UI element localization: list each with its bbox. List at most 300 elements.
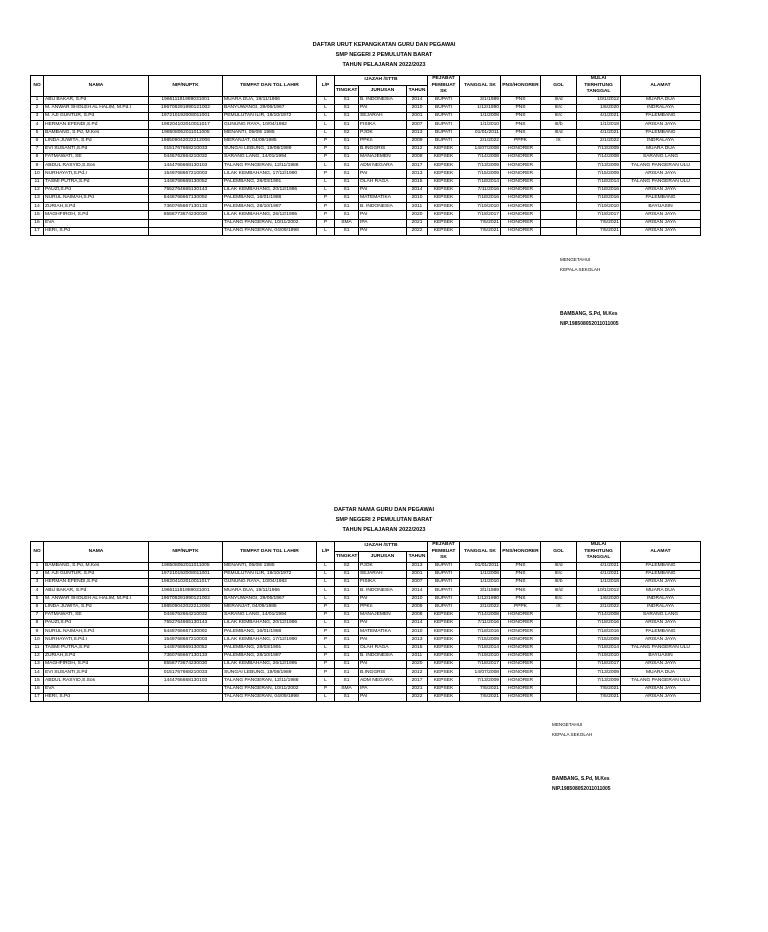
cell-tingkat: S1 — [335, 178, 359, 186]
cell-jurusan: PAI — [359, 186, 407, 194]
col-header-tanggal-sk: TANGGAL SK — [460, 542, 501, 563]
table-row — [31, 636, 701, 644]
page-2-title-line-1: DAFTAR NAMA GURU DAN PEGAWAI — [333, 507, 435, 513]
signature-name: BAMBANG, S.Pd, M.Kes — [552, 776, 610, 782]
cell-gol — [541, 685, 577, 693]
cell-tmt: 10/1/2012 — [577, 587, 621, 595]
cell-ttl: TALANG PANGERAN, 04/09/1998 — [223, 227, 317, 235]
cell-no: 16 — [31, 219, 44, 227]
cell-nama: NURUL NAIMAH,S.Pd — [44, 195, 149, 203]
cell-tahun: 2008 — [407, 611, 428, 619]
cell-nip: 7552764665130143 — [149, 186, 223, 194]
page-1-signature — [560, 255, 619, 329]
cell-ttl: TALANG PANGERAN, 10/11/2002 — [223, 685, 317, 693]
cell-tanggal-sk: 7/13/2009 — [460, 677, 501, 685]
cell-nip: 7360765667130133 — [149, 652, 223, 660]
cell-tmt: 4/1/2021 — [577, 129, 621, 137]
cell-alamat: ARISAN JAYA — [621, 211, 701, 219]
col-header-jurusan: JURUSAN — [359, 552, 407, 562]
cell-tahun: 2022 — [407, 227, 428, 235]
cell-tanggal-sk: 7/5/2021 — [460, 227, 501, 235]
cell-pns: HONORER — [501, 652, 541, 660]
table-row — [31, 121, 701, 129]
cell-alamat: ARISAN JAYA — [621, 227, 701, 235]
signature-mengetahui: MENGETAHUI — [552, 722, 583, 727]
page-1-staff-table — [30, 75, 701, 236]
table-row — [31, 203, 701, 211]
cell-pns: HONORER — [501, 145, 541, 153]
table-row — [31, 652, 701, 660]
cell-nip: 198204102010011017 — [149, 579, 223, 587]
cell-pejabat: KEPSEK — [428, 611, 460, 619]
cell-tahun: 2013 — [407, 129, 428, 137]
cell-nip: 0151767668210033 — [149, 669, 223, 677]
cell-gol — [541, 636, 577, 644]
table-row — [31, 227, 701, 235]
cell-tingkat: S1 — [335, 669, 359, 677]
cell-nip: 0446762664210032 — [149, 611, 223, 619]
cell-tahun: 2010 — [407, 104, 428, 112]
cell-gol — [541, 611, 577, 619]
cell-pejabat: BUPATI — [428, 587, 460, 595]
page-1-title — [0, 40, 768, 70]
cell-jurusan: ADM NEGARA — [359, 677, 407, 685]
cell-tmt: 7/13/2009 — [577, 669, 621, 677]
cell-no: 17 — [31, 693, 44, 701]
cell-tahun: 2014 — [407, 186, 428, 194]
cell-ttl: LILAK KEMBAHANG, 26/12/1995 — [223, 211, 317, 219]
table-row — [31, 595, 701, 603]
cell-lp: P — [317, 211, 335, 219]
cell-pns: HONORER — [501, 685, 541, 693]
col-header-ttl: TEMPAT DAN TGL LAHIR — [223, 76, 317, 97]
cell-no: 11 — [31, 644, 44, 652]
cell-jurusan: ADM NEGARA — [359, 162, 407, 170]
cell-tanggal-sk: 3/1/1989 — [460, 96, 501, 104]
cell-pns: HONORER — [501, 162, 541, 170]
cell-lp: L — [317, 570, 335, 578]
cell-jurusan: FISIKA — [359, 121, 407, 129]
cell-pns: HONORER — [501, 195, 541, 203]
cell-tmt: 7/14/2008 — [577, 611, 621, 619]
cell-nama: MAGHFIROH, S.Pd — [44, 211, 149, 219]
cell-tanggal-sk: 7/19/2010 — [460, 652, 501, 660]
cell-gol — [541, 162, 577, 170]
cell-jurusan: SEJARAH — [359, 570, 407, 578]
cell-tmt: 7/15/2009 — [577, 170, 621, 178]
cell-pejabat: KEPSEK — [428, 195, 460, 203]
cell-tmt: 7/19/2010 — [577, 203, 621, 211]
cell-nama: M. AJI GUNTUR, S.Pd — [44, 113, 149, 121]
cell-tingkat: S1 — [335, 579, 359, 587]
cell-tanggal-sk: 7/18/2014 — [460, 178, 501, 186]
cell-tmt: 7/18/2017 — [577, 661, 621, 669]
cell-lp: L — [317, 587, 335, 595]
cell-tmt: 1/1/2018 — [577, 121, 621, 129]
table-row — [31, 562, 701, 570]
cell-pns: PPPK — [501, 137, 541, 145]
cell-nama: TASMI PUTRA,S.Pd — [44, 178, 149, 186]
cell-pns: PNS — [501, 562, 541, 570]
table-row — [31, 219, 701, 227]
cell-tahun: 2007 — [407, 121, 428, 129]
cell-jurusan: B.INGGRIS — [359, 669, 407, 677]
cell-nip: 7552764665130143 — [149, 620, 223, 628]
cell-gol — [541, 170, 577, 178]
page-1-title-line-1: DAFTAR URUT KEPANGKATAN GURU DAN PEGAWAI — [312, 42, 456, 48]
cell-tanggal-sk: 7/5/2021 — [460, 685, 501, 693]
cell-ttl: TALANG PANGERAN, 12/11/1988 — [223, 677, 317, 685]
cell-ttl: TALANG PANGERAN, 04/09/1998 — [223, 693, 317, 701]
cell-pns: HONORER — [501, 644, 541, 652]
cell-alamat: INDRALAYA — [621, 137, 701, 145]
cell-jurusan: MATEMATIKA — [359, 195, 407, 203]
table-row — [31, 178, 701, 186]
cell-lp: P — [317, 652, 335, 660]
cell-pns: PNS — [501, 579, 541, 587]
cell-pns: PNS — [501, 104, 541, 112]
cell-tahun: 2008 — [407, 154, 428, 162]
cell-no: 2 — [31, 570, 44, 578]
cell-jurusan: PAI — [359, 595, 407, 603]
cell-alamat: TALANG PANGERAN ULU — [621, 178, 701, 186]
cell-tingkat: S2 — [335, 129, 359, 137]
cell-no: 7 — [31, 611, 44, 619]
cell-pns: HONORER — [501, 628, 541, 636]
cell-pns: PNS — [501, 595, 541, 603]
table-row — [31, 620, 701, 628]
cell-tmt: 7/13/2009 — [577, 677, 621, 685]
cell-tmt: 7/5/2021 — [577, 693, 621, 701]
cell-no: 4 — [31, 121, 44, 129]
cell-jurusan: PAI — [359, 636, 407, 644]
cell-lp: P — [317, 685, 335, 693]
cell-lp: P — [317, 137, 335, 145]
cell-lp: L — [317, 620, 335, 628]
cell-tmt: 7/18/2016 — [577, 628, 621, 636]
cell-ttl: TALANG PANGERAN, 10/11/2002 — [223, 219, 317, 227]
cell-no: 3 — [31, 579, 44, 587]
cell-tmt: 4/1/2021 — [577, 570, 621, 578]
cell-no: 5 — [31, 595, 44, 603]
cell-alamat: PALEMBANG — [621, 628, 701, 636]
signature-nip: NIP.198508052011011005 — [560, 321, 619, 327]
cell-nip: 8558773674230030 — [149, 661, 223, 669]
cell-nip: 196706291990121002 — [149, 595, 223, 603]
cell-jurusan: B. INDONESIA — [359, 587, 407, 595]
cell-nama: ABDUL RASYID,S.Sos — [44, 162, 149, 170]
cell-pns: PNS — [501, 113, 541, 121]
cell-tahun: 2012 — [407, 145, 428, 153]
cell-nip: 198508052011011005 — [149, 562, 223, 570]
cell-lp: P — [317, 170, 335, 178]
cell-pns: PNS — [501, 129, 541, 137]
cell-ttl: SUNGAI LEBUNG, 19/08/1989 — [223, 669, 317, 677]
cell-alamat: INDRALAYA — [621, 603, 701, 611]
cell-nip: 196611191989031001 — [149, 96, 223, 104]
cell-tanggal-sk: 1/1/2010 — [460, 121, 501, 129]
cell-tingkat: S1 — [335, 186, 359, 194]
cell-nama: NURHAYATI,S.Pd.I — [44, 170, 149, 178]
cell-nip: 0446762664210032 — [149, 154, 223, 162]
cell-ttl: SUNGAI LEBUNG, 19/08/1989 — [223, 145, 317, 153]
cell-tanggal-sk: 14/07/2008 — [460, 669, 501, 677]
cell-nama: EVA — [44, 219, 149, 227]
cell-tanggal-sk: 1/12/1990 — [460, 104, 501, 112]
cell-jurusan: MANAJEMEN — [359, 154, 407, 162]
col-header-nama: NAMA — [44, 542, 149, 563]
cell-no: 8 — [31, 154, 44, 162]
col-header-alamat: ALAMAT — [621, 542, 701, 563]
cell-no: 2 — [31, 104, 44, 112]
cell-no: 14 — [31, 203, 44, 211]
cell-nama: PAUZI,S.Pd — [44, 186, 149, 194]
cell-alamat: ARISAN JAYA — [621, 620, 701, 628]
cell-ttl: LILAK KEMBAHANG, 20/12/1986 — [223, 620, 317, 628]
table-row — [31, 603, 701, 611]
cell-tahun: 2015 — [407, 178, 428, 186]
cell-alamat: TALANG PANGERAN ULU — [621, 644, 701, 652]
cell-nama: M. ANWAR SHOLEH AL HALIM, M.Pd.I — [44, 104, 149, 112]
cell-gol: III/c — [541, 595, 577, 603]
cell-no: 14 — [31, 669, 44, 677]
cell-jurusan: PAI — [359, 170, 407, 178]
cell-pejabat: KEPSEK — [428, 661, 460, 669]
col-header-ttl: TEMPAT DAN TGL LAHIR — [223, 542, 317, 563]
cell-tahun: 2012 — [407, 669, 428, 677]
cell-nama: NURHAYATI,S.Pd.I — [44, 636, 149, 644]
cell-gol: III/c — [541, 113, 577, 121]
cell-tingkat: S1 — [335, 661, 359, 669]
cell-alamat: ARISAN JAYA — [621, 186, 701, 194]
cell-ttl: BANYUWANGI, 29/06/1967 — [223, 595, 317, 603]
cell-ttl: LILAK KEMBAHANG, 20/12/1986 — [223, 186, 317, 194]
cell-tanggal-sk: 1/1/2008 — [460, 113, 501, 121]
cell-tingkat: S1 — [335, 96, 359, 104]
cell-lp: L — [317, 162, 335, 170]
cell-pns: HONORER — [501, 611, 541, 619]
cell-ttl: MENANTI, 05/08/ 1985 — [223, 562, 317, 570]
cell-jurusan: IPA — [359, 685, 407, 693]
cell-lp: P — [317, 669, 335, 677]
cell-tingkat: S1 — [335, 154, 359, 162]
cell-nama: HERMAN EFENDI,S.Pd — [44, 579, 149, 587]
cell-no: 5 — [31, 129, 44, 137]
cell-gol — [541, 145, 577, 153]
cell-tingkat: S1 — [335, 137, 359, 145]
cell-gol — [541, 644, 577, 652]
cell-lp: L — [317, 644, 335, 652]
cell-tingkat: S1 — [335, 203, 359, 211]
page-2-title-line-3: TAHUN PELAJARAN 2022/2023 — [342, 527, 426, 533]
col-header-pns: PNS/HONORER — [501, 76, 541, 97]
cell-no: 12 — [31, 186, 44, 194]
cell-jurusan: PAI — [359, 227, 407, 235]
cell-gol — [541, 628, 577, 636]
cell-alamat: PALEMBANG — [621, 129, 701, 137]
cell-no: 10 — [31, 636, 44, 644]
cell-ttl: GUNUNG RAYA, 10/04/1982 — [223, 579, 317, 587]
cell-tahun: 2011 — [407, 652, 428, 660]
cell-gol: III/d — [541, 587, 577, 595]
page-2-signature — [552, 720, 611, 794]
cell-pns: HONORER — [501, 170, 541, 178]
cell-no: 6 — [31, 137, 44, 145]
cell-tanggal-sk: 01/01/2011 — [460, 129, 501, 137]
cell-jurusan: MATEMATIKA — [359, 628, 407, 636]
cell-gol: III/c — [541, 104, 577, 112]
cell-tmt: 7/18/2016 — [577, 195, 621, 203]
cell-tanggal-sk: 7/14/2008 — [460, 154, 501, 162]
cell-jurusan: SEJARAH — [359, 113, 407, 121]
cell-tanggal-sk: 1/12/1990 — [460, 595, 501, 603]
cell-tahun: 2011 — [407, 203, 428, 211]
col-header-jurusan: JURUSAN — [359, 86, 407, 96]
cell-jurusan: PAI — [359, 693, 407, 701]
cell-nama: LINDA JUWITA, S.Pd — [44, 603, 149, 611]
cell-jurusan: FISIKA — [359, 579, 407, 587]
cell-lp: L — [317, 677, 335, 685]
cell-jurusan: PPKn — [359, 603, 407, 611]
cell-pns: HONORER — [501, 669, 541, 677]
cell-nama: LINDA JUWITA, S.Pd — [44, 137, 149, 145]
cell-pejabat: BUPATI — [428, 579, 460, 587]
cell-alamat: ARISAN JAYA — [621, 661, 701, 669]
cell-tingkat: S1 — [335, 104, 359, 112]
signature-name: BAMBANG, S.Pd, M.Kes — [560, 311, 618, 317]
col-header-no: NO — [31, 76, 44, 97]
cell-pejabat: BUPATI — [428, 562, 460, 570]
cell-alamat: ARISAN JAYA — [621, 170, 701, 178]
cell-no: 8 — [31, 620, 44, 628]
cell-jurusan: B. INDONESIA — [359, 96, 407, 104]
cell-alamat: PALEMBANG — [621, 562, 701, 570]
cell-nip: 8558773674230030 — [149, 211, 223, 219]
cell-tmt: 7/5/2021 — [577, 685, 621, 693]
cell-tmt: 2/1/2022 — [577, 603, 621, 611]
cell-jurusan: PPKn — [359, 137, 407, 145]
table-row — [31, 211, 701, 219]
cell-gol: IX — [541, 603, 577, 611]
cell-pejabat: KEPSEK — [428, 636, 460, 644]
col-header-alamat: ALAMAT — [621, 76, 701, 97]
cell-ttl: MUARA DUA, 19/11/1966 — [223, 587, 317, 595]
cell-lp: L — [317, 693, 335, 701]
cell-nip — [149, 693, 223, 701]
cell-nama: FATMAWATI, SE — [44, 154, 149, 162]
cell-pejabat: KEPSEK — [428, 186, 460, 194]
cell-pns: PNS — [501, 96, 541, 104]
cell-nip: 7360765667130133 — [149, 203, 223, 211]
cell-tingkat: S1 — [335, 570, 359, 578]
cell-alamat: PALEMBANG — [621, 113, 701, 121]
col-header-pns: PNS/HONORER — [501, 542, 541, 563]
cell-tingkat: S1 — [335, 595, 359, 603]
cell-ttl: MERANJAT, 04/09/1985 — [223, 603, 317, 611]
cell-tanggal-sk: 7/5/2021 — [460, 219, 501, 227]
cell-pejabat: KEPSEK — [428, 154, 460, 162]
col-header-tmt: MULAI TERHITUNG TANGGAL — [577, 76, 621, 97]
col-header-gol: GOL — [541, 542, 577, 563]
cell-lp: P — [317, 603, 335, 611]
cell-pns: HONORER — [501, 178, 541, 186]
cell-tanggal-sk: 7/5/2021 — [460, 693, 501, 701]
signature-mengetahui: MENGETAHUI — [560, 257, 591, 262]
table-row — [31, 145, 701, 153]
cell-alamat: SARANG LANG — [621, 154, 701, 162]
table-row — [31, 137, 701, 145]
cell-no: 6 — [31, 603, 44, 611]
col-header-ijazah: IJAZAH /STTB — [335, 76, 428, 86]
cell-pns: HONORER — [501, 227, 541, 235]
cell-tahun: 2020 — [407, 661, 428, 669]
table-row — [31, 677, 701, 685]
cell-tahun: 2001 — [407, 113, 428, 121]
cell-nip: 1549768667210003 — [149, 636, 223, 644]
col-header-no: NO — [31, 542, 44, 563]
cell-gol — [541, 677, 577, 685]
cell-nama: BAMBANG, S.Pd, M.Kes — [44, 129, 149, 137]
cell-tahun: 2020 — [407, 211, 428, 219]
cell-pns: HONORER — [501, 693, 541, 701]
cell-pejabat: KEPSEK — [428, 620, 460, 628]
table-row — [31, 113, 701, 121]
cell-pejabat: KEPSEK — [428, 669, 460, 677]
cell-pejabat: BUPATI — [428, 121, 460, 129]
cell-pejabat: KEPSEK — [428, 693, 460, 701]
cell-pejabat: KEPSEK — [428, 170, 460, 178]
page-2-title-line-2: SMP NEGERI 2 PEMULUTAN BARAT — [335, 517, 433, 523]
cell-tingkat: S1 — [335, 611, 359, 619]
cell-pns: HONORER — [501, 219, 541, 227]
signature-nip: NIP.198508052011011005 — [552, 786, 611, 792]
cell-nip: 196611191989031001 — [149, 587, 223, 595]
cell-jurusan: OLAH RAGA — [359, 178, 407, 186]
cell-no: 13 — [31, 195, 44, 203]
cell-ttl: GUNUNG RAYA, 10/04/1982 — [223, 121, 317, 129]
cell-nip: 198509042022212006 — [149, 603, 223, 611]
cell-pejabat: BUPATI — [428, 603, 460, 611]
cell-tahun: 2021 — [407, 685, 428, 693]
cell-lp: L — [317, 595, 335, 603]
cell-tahun: 2015 — [407, 644, 428, 652]
cell-alamat: ARISAN JAYA — [621, 693, 701, 701]
cell-alamat: ARISAN JAYA — [621, 121, 701, 129]
cell-no: 11 — [31, 178, 44, 186]
table-row — [31, 628, 701, 636]
col-header-gol: GOL — [541, 76, 577, 97]
cell-lp: L — [317, 129, 335, 137]
cell-gol: III/d — [541, 96, 577, 104]
cell-lp: P — [317, 661, 335, 669]
col-header-tingkat: TINGKAT — [335, 86, 359, 96]
cell-tmt: 1/6/2020 — [577, 104, 621, 112]
cell-alamat: MUARA DUA — [621, 587, 701, 595]
cell-lp: L — [317, 579, 335, 587]
cell-tingkat: S1 — [335, 603, 359, 611]
cell-tingkat: SMA — [335, 685, 359, 693]
cell-tanggal-sk: 1/1/2008 — [460, 570, 501, 578]
cell-ttl: PALEMBANG, 16/01/1988 — [223, 628, 317, 636]
cell-no: 4 — [31, 587, 44, 595]
cell-tmt: 4/1/2021 — [577, 113, 621, 121]
cell-ttl: SARANG LANG, 14/01/1994 — [223, 154, 317, 162]
cell-no: 3 — [31, 113, 44, 121]
cell-gol — [541, 154, 577, 162]
col-header-pejabat: PEJABAT PEMBUAT SK — [428, 76, 460, 97]
cell-pns: HONORER — [501, 636, 541, 644]
cell-nip: 1448768669130052 — [149, 644, 223, 652]
